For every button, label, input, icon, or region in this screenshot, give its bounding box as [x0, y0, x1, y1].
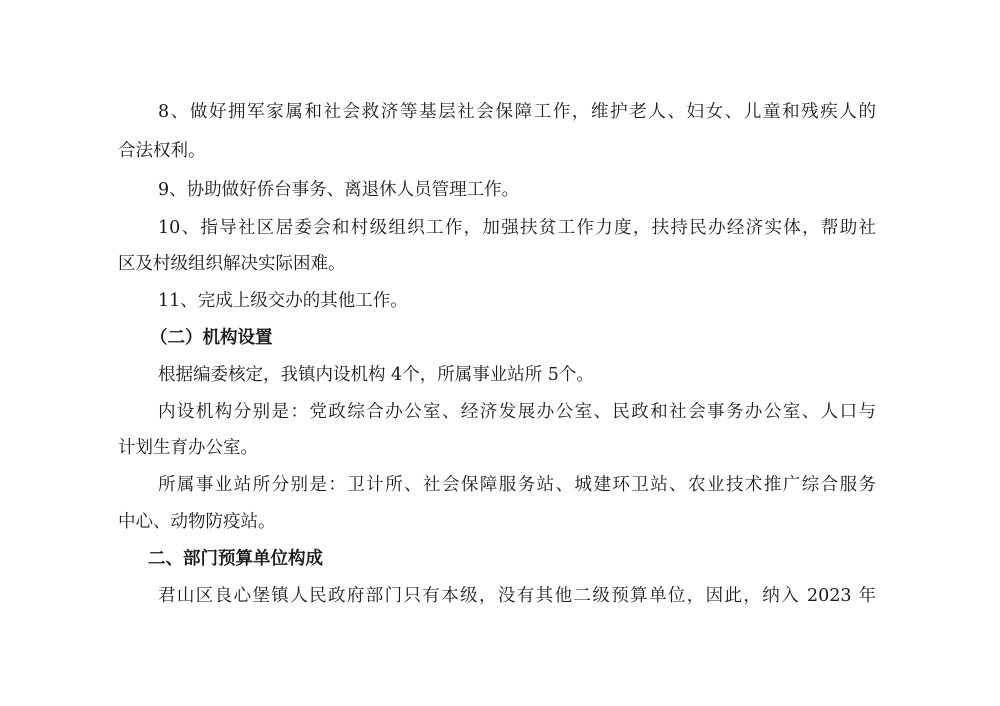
paragraph-affiliated-stations-line-2: 中心、动物防疫站。 — [118, 512, 276, 532]
paragraph-internal-institutions-line-1: 内设机构分别是：党政综合办公室、经济发展办公室、民政和社会事务办公室、人口与 — [158, 402, 876, 422]
section-heading-institution-setup: （二）机构设置 — [150, 328, 273, 348]
paragraph-staffing: 根据编委核定，我镇内设机构 4个，所属事业站所 5个。 — [158, 365, 594, 385]
paragraph-item-8-line-1: 8、做好拥军家属和社会救济等基层社会保障工作，维护老人、妇女、儿童和残疾人的 — [158, 102, 876, 122]
paragraph-item-8-line-2: 合法权利。 — [118, 141, 206, 161]
paragraph-item-11: 11、完成上级交办的其他工作。 — [158, 291, 408, 311]
paragraph-budget-units-line-1: 君山区良心堡镇人民政府部门只有本级，没有其他二级预算单位，因此，纳入 2023 年 — [158, 586, 876, 606]
paragraph-affiliated-stations-line-1: 所属事业站所分别是：卫计所、社会保障服务站、城建环卫站、农业技术推广综合服务 — [158, 475, 876, 495]
paragraph-item-10-line-2: 区及村级组织解决实际困难。 — [118, 254, 346, 274]
section-heading-budget-units: 二、部门预算单位构成 — [148, 549, 323, 569]
paragraph-item-10-line-1: 10、指导社区居委会和村级组织工作，加强扶贫工作力度，扶持民办经济实体，帮助社 — [158, 218, 876, 238]
paragraph-item-9: 9、协助做好侨台事务、离退休人员管理工作。 — [158, 180, 520, 200]
paragraph-internal-institutions-line-2: 计划生育办公室。 — [118, 438, 258, 458]
